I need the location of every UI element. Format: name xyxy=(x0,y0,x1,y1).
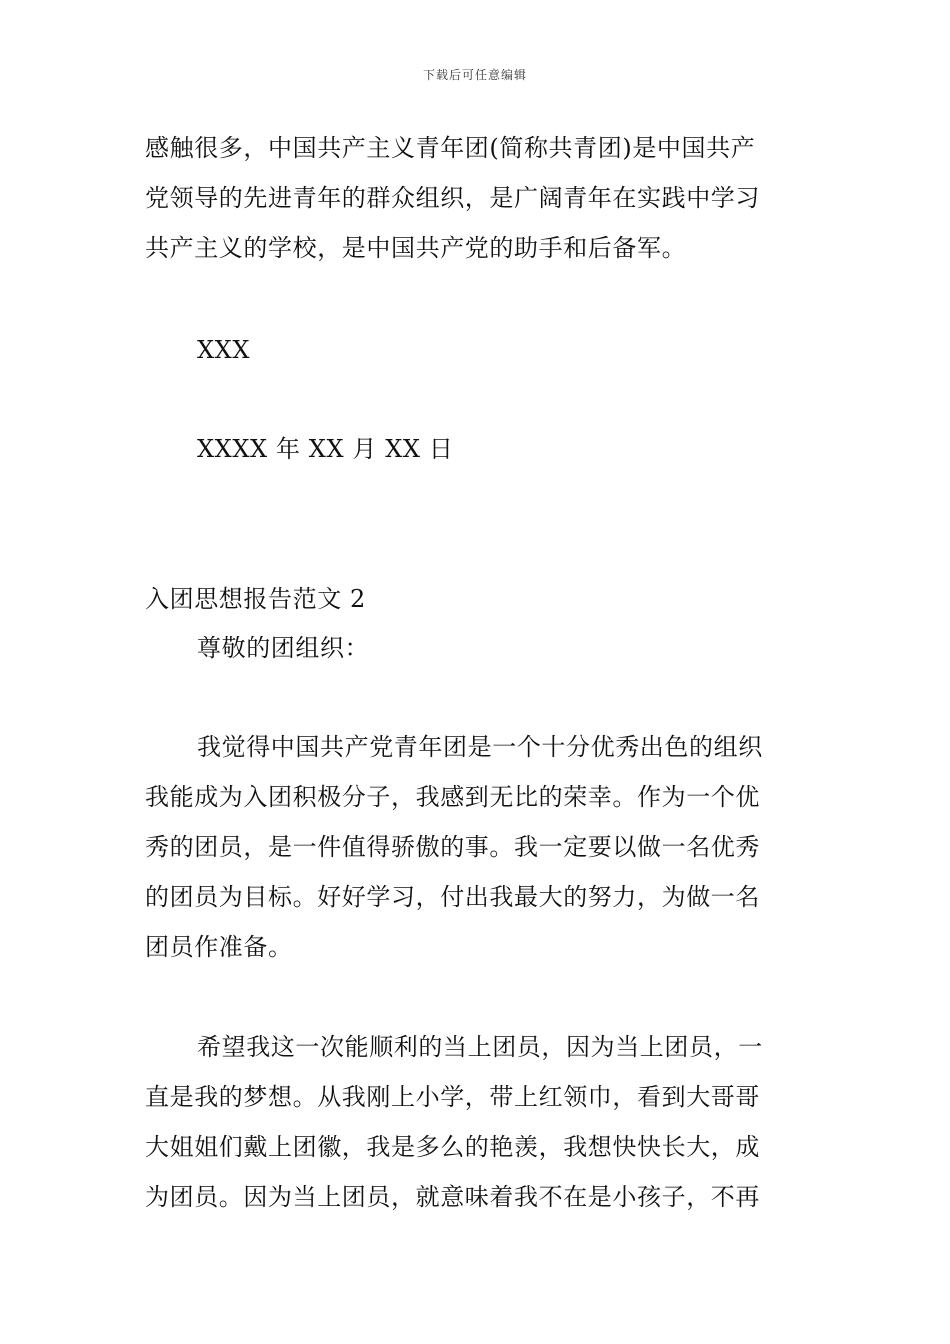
text-line: 我能成为入团积极分子，我感到无比的荣幸。作为一个优 xyxy=(145,783,760,811)
signature: XXX xyxy=(197,336,251,364)
text-line: 秀的团员，是一件值得骄傲的事。我一定要以做一名优秀 xyxy=(145,833,760,861)
text-line: 的团员为目标。好好学习，付出我最大的努力，为做一名 xyxy=(145,883,760,911)
text-line: 我觉得中国共产党青年团是一个十分优秀出色的组织 xyxy=(197,733,763,761)
text-line: 希望我这一次能顺利的当上团员，因为当上团员，一 xyxy=(197,1033,763,1061)
text-line: 感触很多，中国共产主义青年团(简称共青团)是中国共产 xyxy=(145,134,756,162)
salutation: 尊敬的团组织： xyxy=(197,634,370,662)
text-line: 团员作准备。 xyxy=(145,933,293,961)
text-line: 直是我的梦想。从我刚上小学，带上红领巾，看到大哥哥 xyxy=(145,1083,760,1111)
text-line: 共产主义的学校，是中国共产党的助手和后备军。 xyxy=(145,234,687,262)
section-title: 入团思想报告范文 2 xyxy=(145,585,366,613)
page-header-note: 下载后可任意编辑 xyxy=(422,68,527,82)
date-line: XXXX 年 XX 月 XX 日 xyxy=(197,435,454,463)
text-line: 为团员。因为当上团员，就意味着我不在是小孩子，不再 xyxy=(145,1183,760,1211)
text-line: 党领导的先进青年的群众组织，是广阔青年在实践中学习 xyxy=(145,184,760,212)
text-line: 大姐姐们戴上团徽，我是多么的艳羡，我想快快长大，成 xyxy=(145,1133,760,1161)
